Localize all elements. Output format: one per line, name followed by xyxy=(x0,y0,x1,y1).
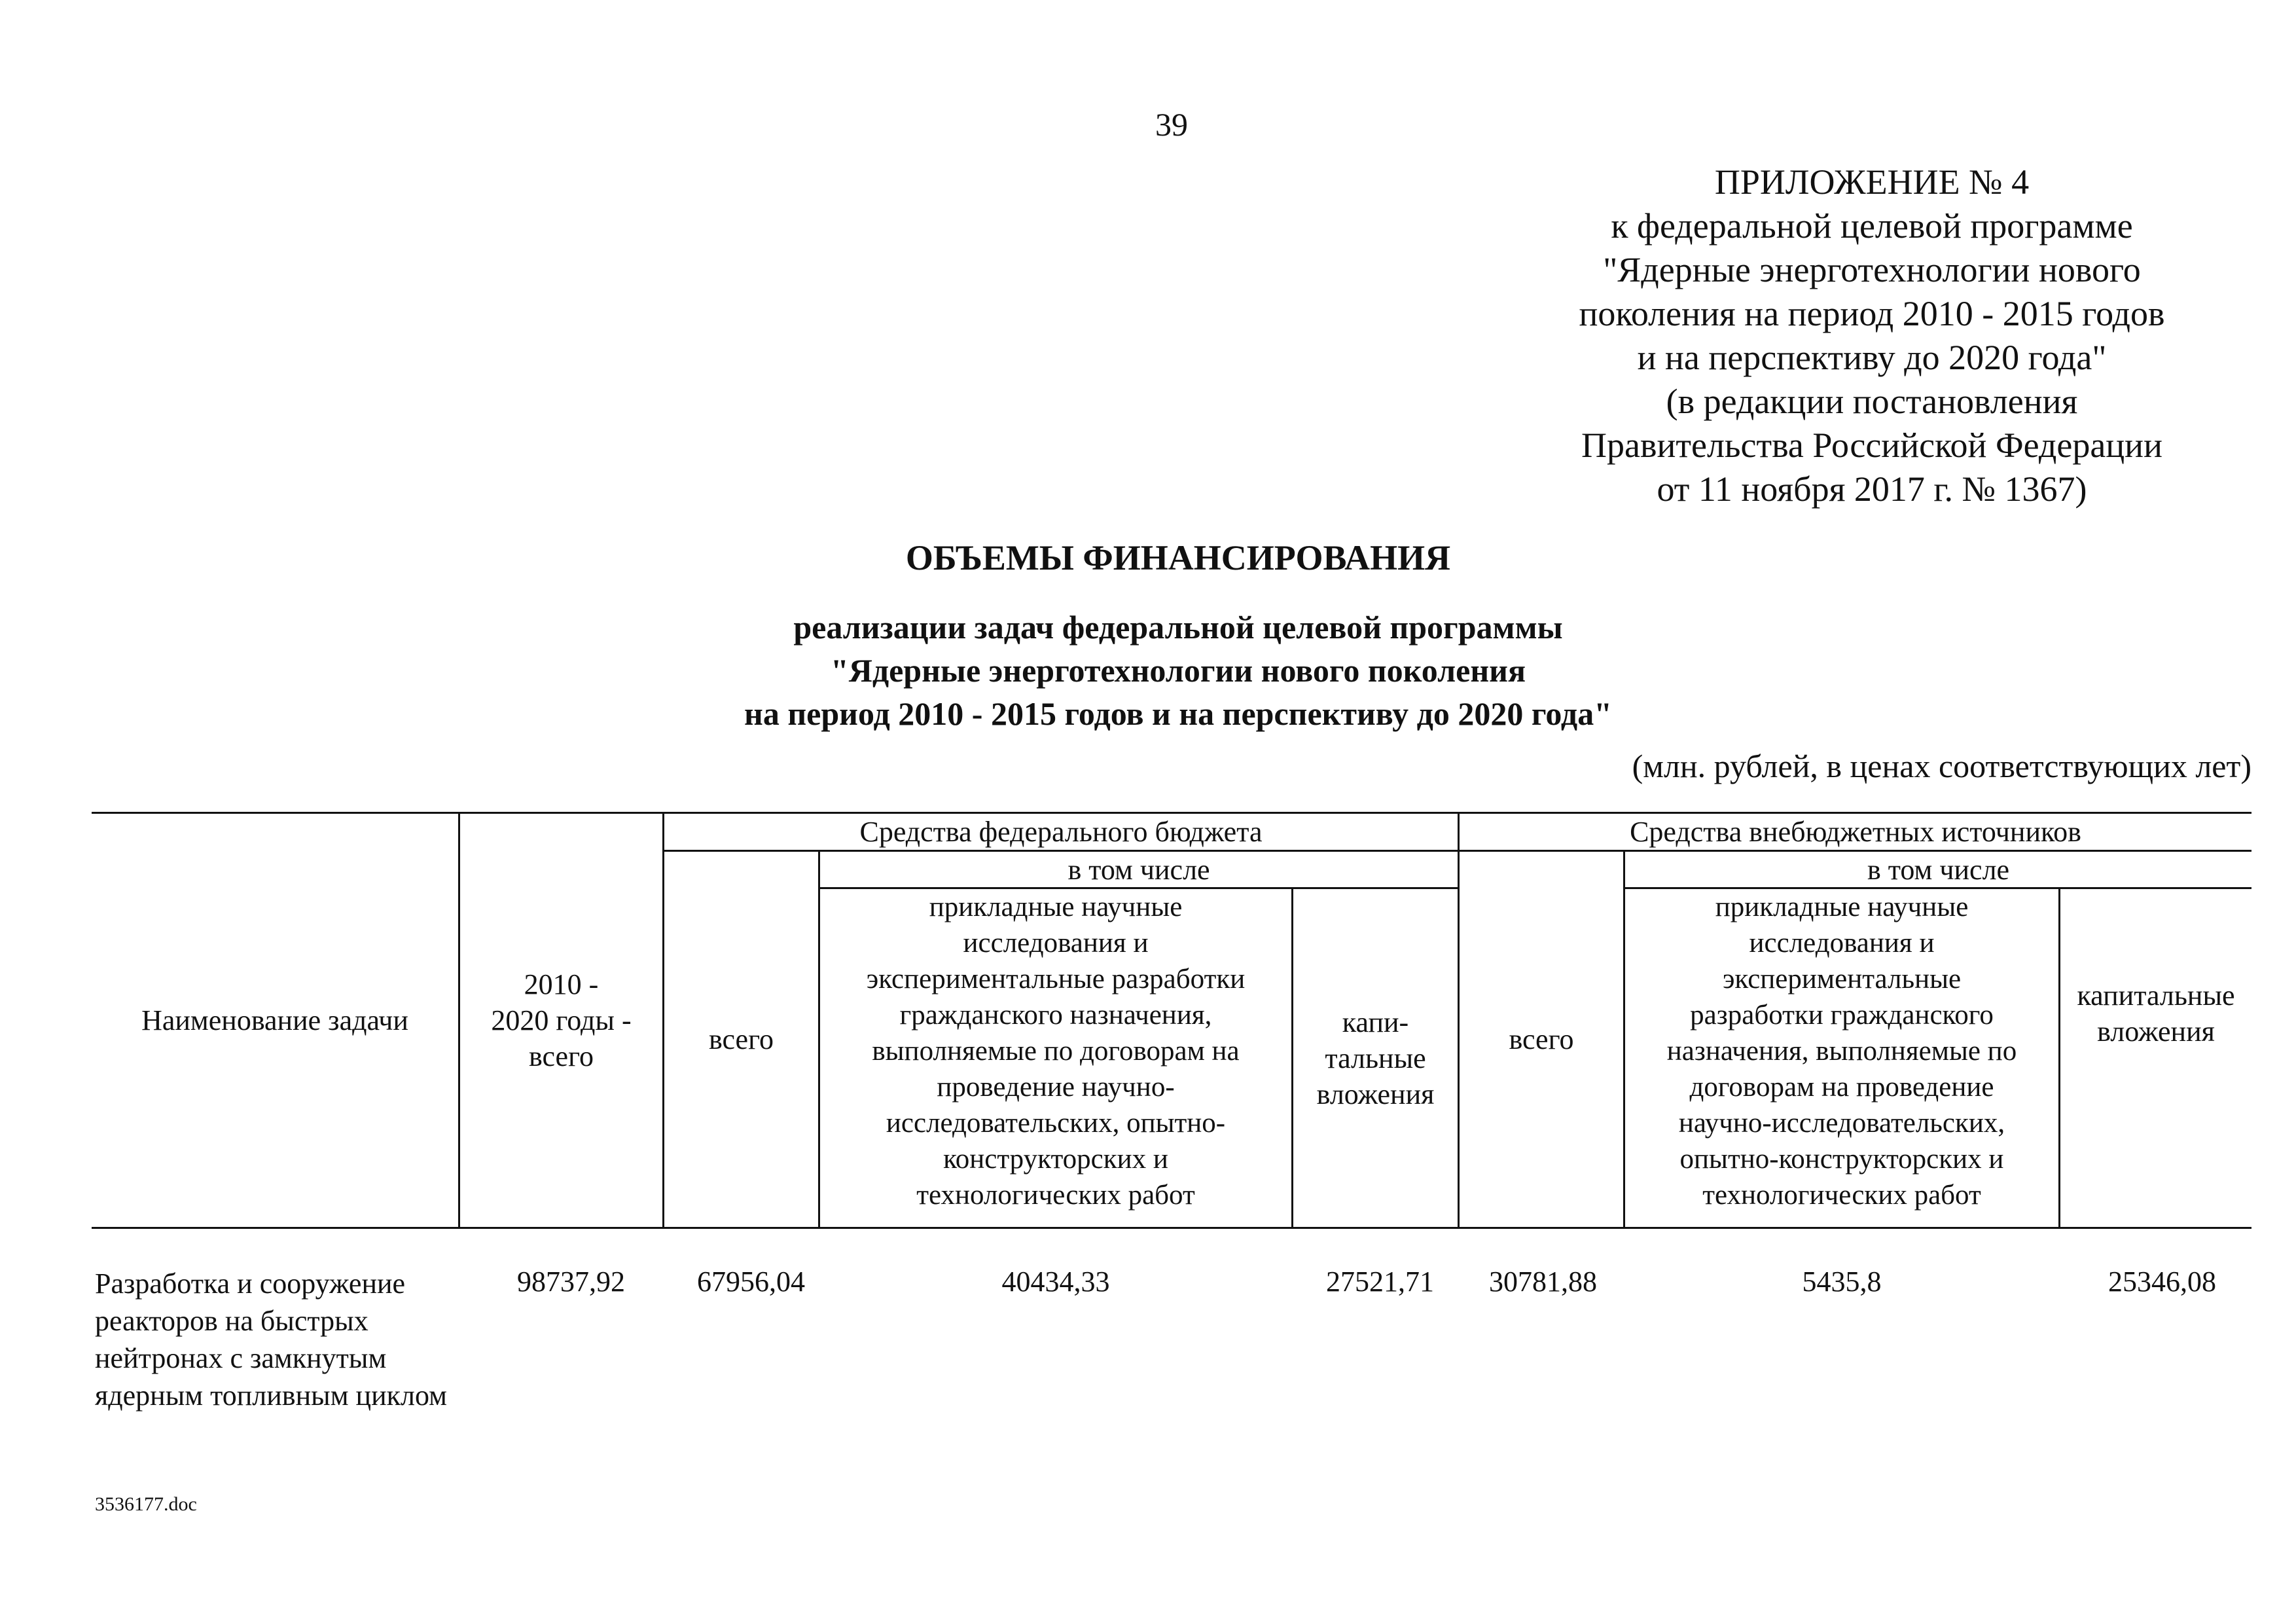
row-extrabudget-total: 30781,88 xyxy=(1489,1266,1597,1298)
units-note: (млн. рублей, в ценах соответствующих лет) xyxy=(1632,748,2251,784)
document-title: ОБЪЕМЫ ФИНАНСИРОВАНИЯ xyxy=(905,538,1451,577)
subtitle-line: реализации задач федеральной целевой программы xyxy=(793,609,1563,646)
row-federal-total: 67956,04 xyxy=(697,1266,805,1298)
header-federal-including: в том числе xyxy=(1067,853,1210,886)
header-extrabudget-total: всего xyxy=(1509,1023,1574,1055)
row-federal-rnd: 40434,33 xyxy=(1001,1266,1110,1298)
page-number: 39 xyxy=(1155,106,1188,143)
appendix-line: к федеральной целевой программе xyxy=(1611,206,2133,246)
header-total-2010-2020: 2010 - 2020 годы - всего xyxy=(491,968,632,1072)
header-extrabudget-capital: капитальные вложения xyxy=(2077,979,2235,1048)
appendix-line: от 11 ноября 2017 г. № 1367) xyxy=(1657,469,2087,509)
appendix-line: поколения на период 2010 - 2015 годов xyxy=(1579,294,2165,333)
row-extrabudget-rnd: 5435,8 xyxy=(1802,1266,1882,1298)
header-federal-budget: Средства федерального бюджета xyxy=(859,816,1263,848)
appendix-line: ПРИЛОЖЕНИЕ № 4 xyxy=(1714,162,2030,202)
header-extrabudget-including: в том числе xyxy=(1867,853,2010,886)
row-task-name: Разработка и сооружение реакторов на быстрых нейтронах с замкнутым ядерным топливным циклом xyxy=(95,1267,447,1412)
appendix-block xyxy=(1479,160,2265,511)
appendix-line: и на перспективу до 2020 года" xyxy=(1637,338,2107,377)
header-extrabudget: Средства внебюджетных источников xyxy=(1630,816,2081,848)
row-total-2010-2020: 98737,92 xyxy=(517,1266,625,1298)
row-extrabudget-capital: 25346,08 xyxy=(2108,1266,2216,1298)
appendix-line: (в редакции постановления xyxy=(1666,382,2078,421)
appendix-line: "Ядерные энерготехнологии нового xyxy=(1603,250,2141,289)
header-extrabudget-rnd: прикладные научные исследования и экспериментальные разработки гражданского назначения, выполняемые по договорам на проведение научно-исследовательских, опытно-конструкторских и технологических работ xyxy=(1666,892,2017,1211)
header-task-name: Наименование задачи xyxy=(141,1004,408,1036)
subtitle-line: "Ядерные энерготехнологии нового поколения xyxy=(830,652,1526,689)
subtitle-line: на период 2010 - 2015 годов и на перспективу до 2020 года" xyxy=(744,695,1612,732)
appendix-line: Правительства Российской Федерации xyxy=(1581,426,2162,465)
footer-file-code: 3536177.doc xyxy=(95,1493,197,1515)
header-federal-capital: капи- тальные вложения xyxy=(1316,1006,1435,1110)
header-federal-rnd: прикладные научные исследования и экспериментальные разработки гражданского назначения, выполняемые по договорам на проведение научно- исследовательских, опытно- конструкторских и технологических работ xyxy=(866,892,1246,1211)
row-federal-capital: 27521,71 xyxy=(1326,1266,1434,1298)
document-subtitle xyxy=(458,606,1898,735)
header-federal-total: всего xyxy=(708,1023,774,1055)
table-header-bottom-rule xyxy=(92,1227,2251,1229)
